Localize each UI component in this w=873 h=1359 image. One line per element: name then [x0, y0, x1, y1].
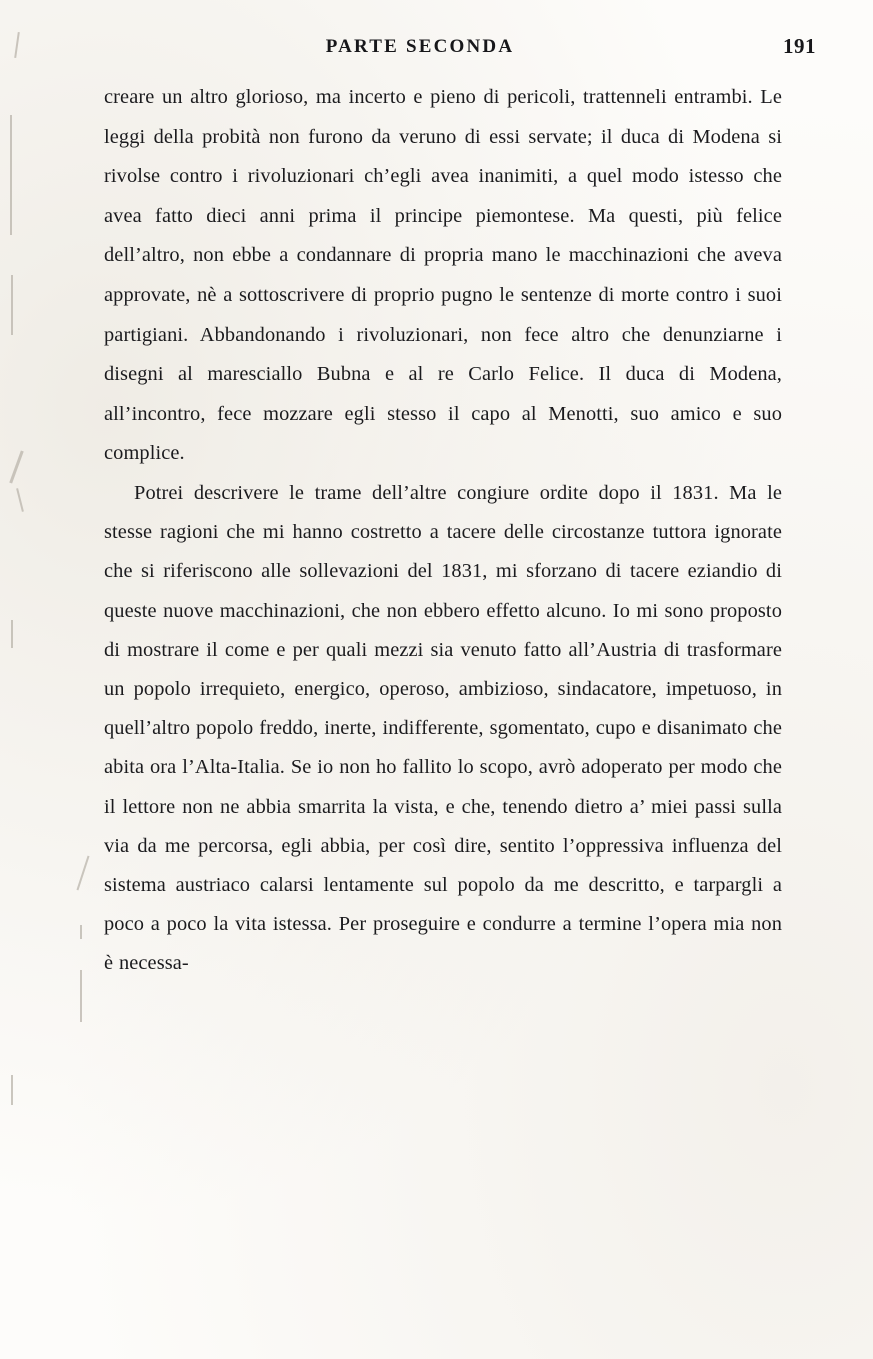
page-number: 191 [783, 34, 816, 58]
scan-mark [11, 620, 13, 648]
paragraph: Potrei descrivere le trame dell’altre congiure ordite dopo il 1831. Ma le stesse ragioni che mi hanno costretto a tacere delle circostanze tuttora ignorate che si riferiscono alle sollevazioni del 1831, mi sforzano di tacere eziandio di queste nuove macchinazioni, che non ebbero effetto alcuno. Io mi sono proposto di mostrare il come e per quali mezzi sia venuto fatto all’Austria di trasformare un popolo irrequieto, energico, operoso, ambizioso, sindacatore, impetuoso, in quell’altro popolo freddo, inerte, indifferente, sgomentato, cupo e disanimato che abita ora l’Alta-Italia. Se io non ho fallito lo scopo, avrò adoperato per modo che il lettore non ne abbia smarrita la vista, e che, tenendo dietro a’ miei passi sulla via da me percorsa, egli abbia, per così dire, sentito l’oppressiva influenza del sistema austriaco calarsi lentamente sul popolo da me descritto, e tarpargli a poco a poco la vita istessa. Per proseguire e condurre a termine l’opera mia non è necessa- [104, 481, 782, 975]
page-header [100, 34, 816, 64]
scan-mark [10, 115, 12, 235]
scan-mark [80, 925, 82, 939]
scan-mark [76, 856, 89, 891]
scan-mark [9, 451, 23, 484]
scan-mark [16, 488, 24, 512]
page-body [104, 78, 782, 984]
paragraph: creare un altro glorioso, ma incerto e pieno di pericoli, trattenneli entrambi. Le leggi della probità non furono da veruno di essi servate; il duca di Modena si rivolse contro i rivoluzionari ch’egli avea inanimiti, a quel modo istesso che avea fatto dieci anni prima il principe piemontese. Ma questi, più felice dell’altro, non ebbe a condannare di propria mano le macchinazioni che aveva approvate, nè a sottoscrivere di proprio pugno le sentenze di morte contro i suoi partigiani. Abbandonando i rivoluzionari, non fece altro che denunziarne i disegni al maresciallo Bubna e al re Carlo Felice. Il duca di Modena, all’incontro, fece mozzare egli stesso il capo al Menotti, suo amico e suo complice. [104, 86, 782, 465]
scan-artifacts [6, 20, 32, 1320]
scan-mark [11, 1075, 13, 1105]
running-title: PARTE SECONDA [325, 36, 515, 57]
scan-mark [80, 970, 82, 1022]
scan-mark [14, 32, 20, 58]
scan-mark [11, 275, 13, 335]
